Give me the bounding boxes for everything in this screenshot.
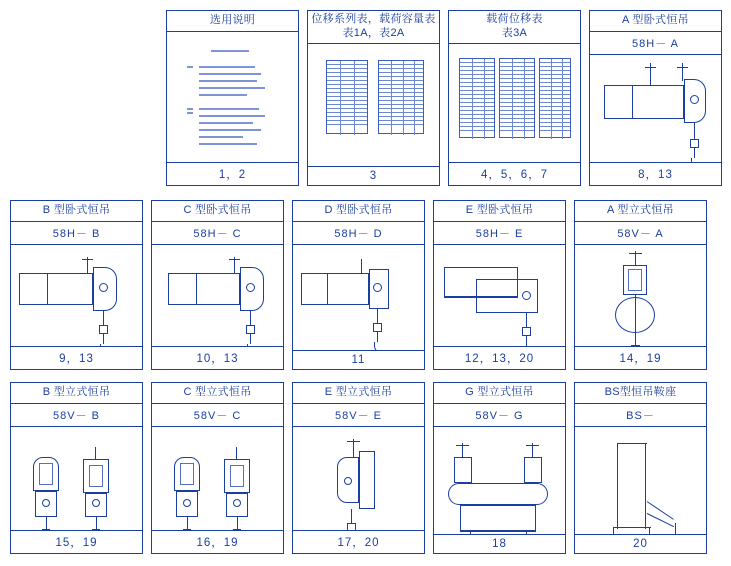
- card-d-horizontal[interactable]: [292, 200, 425, 370]
- card-header: B 型卧式恒吊: [11, 201, 142, 222]
- card-header-line1: 位移系列表，载荷容量表: [311, 13, 436, 25]
- card-footer: 16，19: [152, 530, 283, 553]
- card-model-code: 58H－ B: [11, 222, 142, 245]
- card-model-code: 58V－ A: [575, 222, 706, 245]
- figure-tables-two: [308, 44, 439, 167]
- card-footer: 11: [293, 350, 424, 369]
- card-footer: 9，13: [11, 346, 142, 369]
- figure-vertical-b: [11, 427, 142, 530]
- card-c-horizontal[interactable]: [151, 200, 284, 370]
- card-header: E 型卧式恒吊: [434, 201, 565, 222]
- figure-horizontal-e: [434, 245, 565, 346]
- card-row-3: [10, 382, 707, 554]
- card-row-2: [10, 200, 707, 370]
- card-c-vertical[interactable]: [151, 382, 284, 554]
- figure-vertical-c: [152, 427, 283, 530]
- card-footer: 3: [308, 166, 439, 185]
- card-header: [308, 11, 439, 44]
- card-g-vertical[interactable]: [433, 382, 566, 554]
- card-header: C 型立式恒吊: [152, 383, 283, 404]
- card-header-line2: 表1A，表2A: [342, 26, 405, 39]
- card-bs-saddle[interactable]: [574, 382, 707, 554]
- card-model-code: 58H－ A: [590, 32, 721, 55]
- card-row-1: [166, 10, 722, 186]
- figure-horizontal-b: [11, 245, 142, 346]
- card-model-code: 58H－ E: [434, 222, 565, 245]
- card-footer: 18: [434, 534, 565, 553]
- card-model-code: 58H－ D: [293, 222, 424, 245]
- card-header: 选用说明: [167, 11, 298, 32]
- card-a-horizontal[interactable]: [589, 10, 722, 186]
- card-header-line2: 表3A: [501, 26, 528, 39]
- figure-horizontal-c: [152, 245, 283, 346]
- card-header: BS型恒吊鞍座: [575, 383, 706, 404]
- figure-text-page: [167, 32, 298, 162]
- card-e-horizontal[interactable]: [433, 200, 566, 370]
- card-footer: 4，5，6，7: [449, 162, 580, 185]
- card-header: C 型卧式恒吊: [152, 201, 283, 222]
- card-header-line1: 载荷位移表: [486, 13, 543, 25]
- card-model-code: 58V－ G: [434, 404, 565, 427]
- figure-horizontal-a: [590, 55, 721, 162]
- card-b-horizontal[interactable]: [10, 200, 143, 370]
- figure-vertical-g: [434, 427, 565, 534]
- card-header: E 型立式恒吊: [293, 383, 424, 404]
- card-footer: 1，2: [167, 162, 298, 185]
- figure-vertical-e: [293, 427, 424, 530]
- card-footer: 15，19: [11, 530, 142, 553]
- card-instructions[interactable]: [166, 10, 299, 186]
- card-footer: 20: [575, 534, 706, 553]
- card-model-code: BS－: [575, 404, 706, 427]
- card-header: A 型立式恒吊: [575, 201, 706, 222]
- card-e-vertical[interactable]: [292, 382, 425, 554]
- figure-tables-three: [449, 44, 580, 163]
- card-header: B 型立式恒吊: [11, 383, 142, 404]
- card-header: A 型卧式恒吊: [590, 11, 721, 32]
- card-model-code: 58V－ C: [152, 404, 283, 427]
- card-load-displacement[interactable]: [448, 10, 581, 186]
- card-b-vertical[interactable]: [10, 382, 143, 554]
- card-model-code: 58V－ B: [11, 404, 142, 427]
- card-a-vertical[interactable]: [574, 200, 707, 370]
- card-footer: 14，19: [575, 346, 706, 369]
- card-footer: 17，20: [293, 530, 424, 553]
- card-displacement-series[interactable]: [307, 10, 440, 186]
- card-header: D 型卧式恒吊: [293, 201, 424, 222]
- card-header: [449, 11, 580, 44]
- card-model-code: 58H－ C: [152, 222, 283, 245]
- card-header: G 型立式恒吊: [434, 383, 565, 404]
- figure-vertical-a: [575, 245, 706, 346]
- figure-saddle-bs: [575, 427, 706, 534]
- card-model-code: 58V－ E: [293, 404, 424, 427]
- card-footer: 8，13: [590, 162, 721, 185]
- card-footer: 12，13，20: [434, 346, 565, 369]
- figure-horizontal-d: [293, 245, 424, 350]
- card-footer: 10，13: [152, 346, 283, 369]
